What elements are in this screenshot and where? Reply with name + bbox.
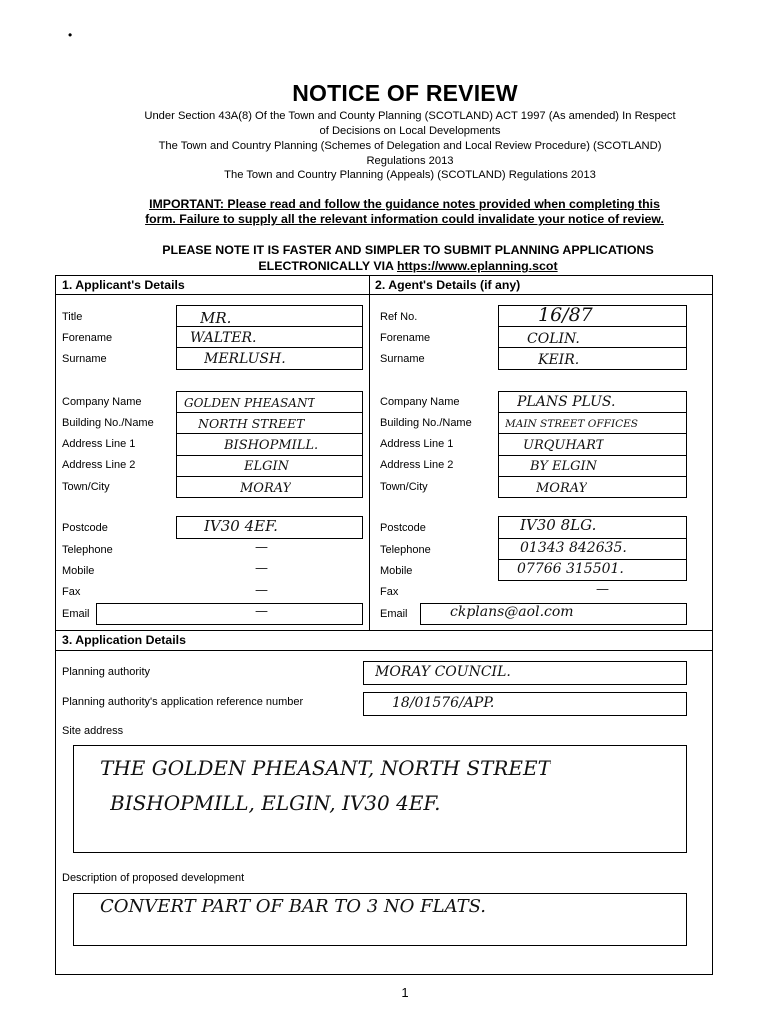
agent-company-label: Company Name [380, 396, 460, 408]
applicant-title-field[interactable]: MR. [200, 311, 232, 326]
section-divider [55, 630, 713, 631]
column-divider [369, 275, 370, 630]
applicant-address2-label: Address Line 2 [62, 459, 136, 471]
applicant-address1-label: Address Line 1 [62, 438, 136, 450]
box-divider [176, 326, 363, 327]
agent-mobile-label: Mobile [380, 565, 413, 577]
applicant-fax-label: Fax [62, 586, 81, 598]
box-divider [176, 433, 363, 434]
subtitle-line: The Town and Country Planning (Appeals) (SCOTLAND) Regulations 2013 [224, 169, 596, 181]
applicant-title-label: Title [62, 311, 83, 323]
applicant-forename-label: Forename [62, 332, 113, 344]
eplanning-link[interactable]: https://www.eplanning.scot [396, 259, 558, 273]
form-title: NOTICE OF REVIEW [292, 80, 518, 106]
applicant-fax-field[interactable]: — [255, 584, 268, 597]
applicant-building-label: Building No./Name [62, 417, 154, 429]
section-divider [55, 294, 713, 295]
electronic-notice [103, 259, 713, 275]
agent-email-field[interactable]: ckplans@aol.com [450, 605, 574, 619]
site-address-label: Site address [62, 725, 124, 737]
applicant-telephone-field[interactable]: — [255, 541, 268, 554]
applicant-heading: 1. Applicant's Details [62, 278, 185, 292]
scan-mark: • [68, 28, 73, 42]
agent-town-field[interactable]: MORAY [536, 482, 588, 495]
applicant-mobile-field[interactable]: — [255, 562, 268, 575]
agent-postcode-label: Postcode [380, 522, 426, 534]
box-divider [498, 476, 687, 477]
agent-fax-field[interactable]: — [596, 583, 609, 596]
description-label: Description of proposed development [62, 872, 245, 884]
subtitle-line: The Town and Country Planning (Schemes of Delegation and Local Review Procedure) (SCOTLAND) [158, 140, 662, 152]
site-address-line1[interactable]: THE GOLDEN PHEASANT, NORTH STREET [100, 758, 551, 778]
box-divider [498, 538, 687, 539]
subtitle-line: Under Section 43A(8) Of the Town and County Planning (SCOTLAND) ACT 1997 (As amended) In Respect [144, 110, 676, 122]
subtitle-line: of Decisions on Local Developments [319, 125, 501, 137]
site-address-line2[interactable]: BISHOPMILL, ELGIN, IV30 4EF. [110, 793, 441, 813]
box-divider [498, 559, 687, 560]
agent-postcode-field[interactable]: IV30 8LG. [520, 518, 597, 533]
applicant-address1-field[interactable]: BISHOPMILL. [224, 439, 319, 452]
agent-address2-field[interactable]: BY ELGIN [530, 460, 598, 473]
agent-forename-field[interactable]: COLIN. [527, 332, 580, 346]
agent-email-label: Email [380, 608, 408, 620]
box-divider [176, 476, 363, 477]
agent-telephone-label: Telephone [380, 544, 431, 556]
agent-telephone-field[interactable]: 01343 842635. [520, 541, 627, 555]
application-ref-field[interactable]: 18/01576/APP. [392, 696, 495, 710]
applicant-surname-field[interactable]: MERLUSH. [204, 352, 286, 366]
applicant-postcode-field[interactable]: IV30 4EF. [204, 519, 278, 534]
applicant-email-box[interactable] [96, 603, 363, 625]
application-heading: 3. Application Details [62, 633, 186, 647]
applicant-town-field[interactable]: MORAY [240, 482, 292, 495]
applicant-email-label: Email [62, 608, 90, 620]
agent-surname-label: Surname [380, 353, 425, 365]
agent-fax-label: Fax [380, 586, 399, 598]
application-ref-label: Planning authority's application reference number [62, 696, 304, 708]
agent-address1-field[interactable]: URQUHART [523, 439, 605, 452]
subtitle-line: Regulations 2013 [366, 155, 454, 167]
applicant-company-label: Company Name [62, 396, 142, 408]
agent-ref-field[interactable]: 16/87 [538, 306, 593, 325]
applicant-town-label: Town/City [62, 481, 110, 493]
box-divider [176, 412, 363, 413]
box-divider [498, 347, 687, 348]
agent-mobile-field[interactable]: 07766 315501. [517, 562, 624, 576]
planning-authority-label: Planning authority [62, 666, 151, 678]
box-divider [498, 433, 687, 434]
applicant-email-field[interactable]: — [255, 605, 268, 618]
electronic-notice: PLEASE NOTE IT IS FASTER AND SIMPLER TO SUBMIT PLANNING APPLICATIONS [162, 243, 654, 257]
agent-address1-label: Address Line 1 [380, 438, 454, 450]
agent-address2-label: Address Line 2 [380, 459, 454, 471]
applicant-forename-field[interactable]: WALTER. [190, 331, 257, 345]
box-divider [176, 455, 363, 456]
form-frame [55, 275, 713, 975]
agent-surname-field[interactable]: KEIR. [538, 353, 580, 367]
agent-building-label: Building No./Name [380, 417, 472, 429]
applicant-building-field[interactable]: NORTH STREET [198, 418, 305, 431]
box-divider [176, 347, 363, 348]
applicant-telephone-label: Telephone [62, 544, 113, 556]
description-field[interactable]: CONVERT PART OF BAR TO 3 NO FLATS. [100, 898, 487, 916]
agent-forename-label: Forename [380, 332, 431, 344]
applicant-company-field[interactable]: GOLDEN PHEASANT [184, 397, 316, 409]
agent-ref-label: Ref No. [380, 311, 418, 323]
agent-heading: 2. Agent's Details (if any) [375, 278, 521, 292]
box-divider [498, 412, 687, 413]
agent-building-field[interactable]: MAIN STREET OFFICES [505, 419, 638, 430]
applicant-mobile-label: Mobile [62, 565, 95, 577]
electronic-notice-prefix: ELECTRONICALLY VIA [258, 259, 397, 273]
box-divider [498, 326, 687, 327]
important-notice: form. Failure to supply all the relevant information could invalidate your notice of review. [145, 212, 664, 226]
planning-authority-field[interactable]: MORAY COUNCIL. [375, 665, 511, 679]
agent-company-field[interactable]: PLANS PLUS. [517, 395, 616, 409]
page-number: 1 [401, 985, 409, 1000]
agent-town-label: Town/City [380, 481, 428, 493]
section-divider [55, 650, 713, 651]
applicant-address2-field[interactable]: ELGIN [244, 460, 290, 473]
applicant-surname-label: Surname [62, 353, 107, 365]
box-divider [498, 455, 687, 456]
important-notice: IMPORTANT: Please read and follow the guidance notes provided when completing this [149, 197, 660, 211]
applicant-postcode-label: Postcode [62, 522, 108, 534]
